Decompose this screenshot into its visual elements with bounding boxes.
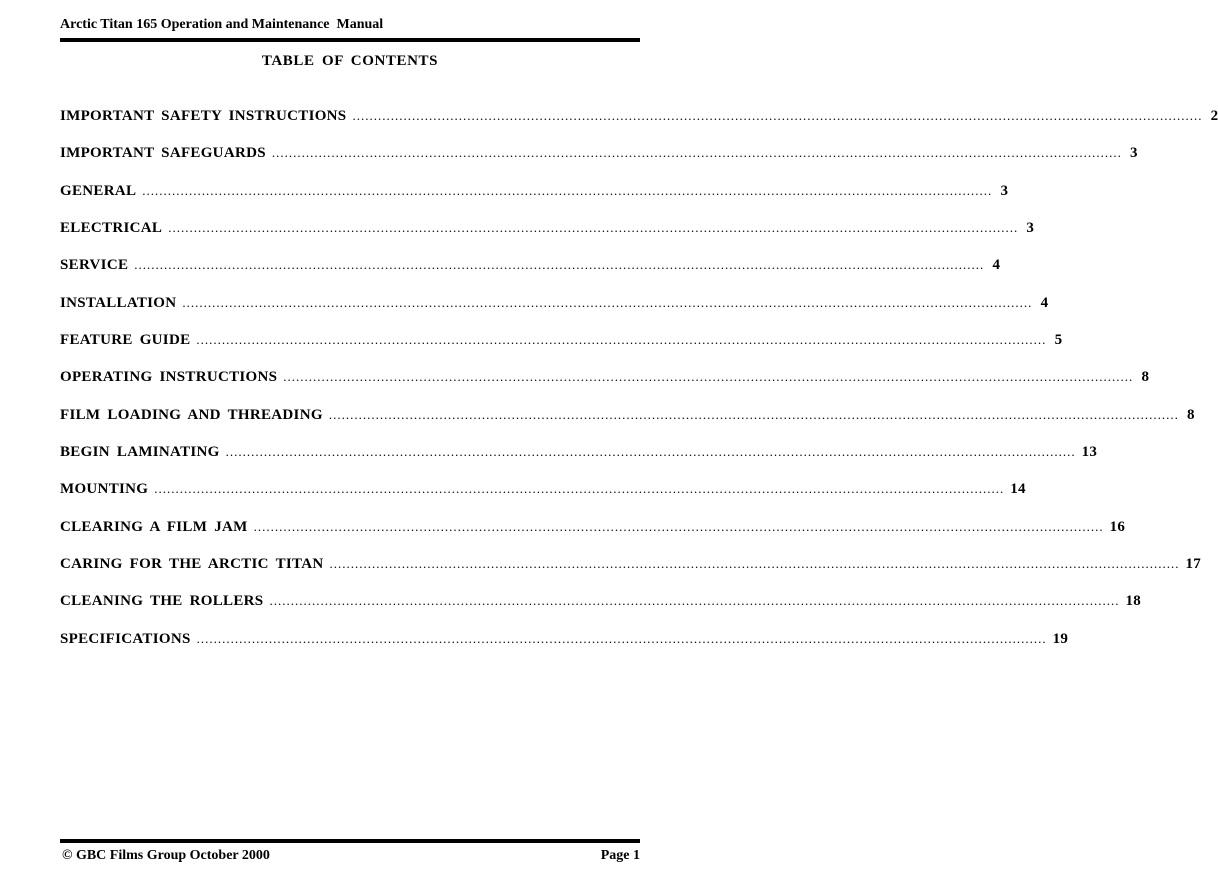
toc-entry-title: IMPORTANT SAFETY INSTRUCTIONS bbox=[60, 108, 347, 124]
toc-dot-leader: ........................................................................................................................................................................................................ bbox=[168, 220, 1019, 236]
toc-entry-page-number: 2 bbox=[1210, 108, 1218, 124]
toc-entry[interactable] bbox=[60, 182, 1009, 220]
toc-entry-page-number: 3 bbox=[1026, 220, 1035, 237]
toc-entry[interactable] bbox=[60, 406, 1195, 444]
toc-entry[interactable] bbox=[60, 556, 1202, 593]
toc-dot-leader: ........................................................................................................................................................................................................ bbox=[269, 593, 1120, 609]
toc-entry-page-number: 17 bbox=[1185, 556, 1202, 573]
footer-rule bbox=[60, 839, 640, 843]
header-rule bbox=[60, 38, 640, 42]
toc-dot-leader: ........................................................................................................................................................................................................ bbox=[271, 145, 1122, 161]
toc-entry-page-number: 19 bbox=[1052, 630, 1069, 647]
toc-entry-page-number: 3 bbox=[1130, 145, 1138, 162]
toc-entry-title: GENERAL bbox=[60, 182, 137, 199]
toc-entry-title: FILM LOADING AND THREADING bbox=[60, 406, 323, 423]
toc-entry-page-number: 4 bbox=[1040, 294, 1049, 311]
toc-dot-leader: ........................................................................................................................................................................................................ bbox=[196, 630, 1047, 646]
toc-entry[interactable] bbox=[60, 630, 1069, 668]
toc-entry[interactable] bbox=[60, 108, 1218, 145]
toc-entry-page-number: 18 bbox=[1125, 593, 1142, 610]
toc-dot-leader: ........................................................................................................................................................................................................ bbox=[352, 108, 1203, 123]
toc-entry-page-number: 14 bbox=[1010, 481, 1026, 498]
toc-entry-title: CARING FOR THE ARCTIC TITAN bbox=[60, 556, 324, 573]
toc-entry[interactable] bbox=[60, 593, 1142, 630]
toc-dot-leader: ........................................................................................................................................................................................................ bbox=[134, 257, 985, 273]
toc-entry-title: CLEANING THE ROLLERS bbox=[60, 593, 264, 610]
toc-entry[interactable] bbox=[60, 332, 1063, 369]
toc-entry-title: MOUNTING bbox=[60, 481, 149, 498]
toc-dot-leader: ........................................................................................................................................................................................................ bbox=[142, 182, 993, 198]
toc-entry-title: INSTALLATION bbox=[60, 294, 177, 311]
toc-entry-page-number: 16 bbox=[1109, 518, 1126, 535]
toc-entry-title: SERVICE bbox=[60, 257, 129, 274]
toc-entry-page-number: 5 bbox=[1054, 332, 1063, 349]
toc-entry-page-number: 13 bbox=[1081, 444, 1098, 461]
toc-dot-leader: ........................................................................................................................................................................................................ bbox=[329, 556, 1180, 572]
footer-copyright: © GBC Films Group October 2000 bbox=[62, 848, 270, 863]
toc-entry-page-number: 3 bbox=[1000, 182, 1009, 199]
toc-entry-title: OPERATING INSTRUCTIONS bbox=[60, 369, 278, 386]
toc-entry[interactable] bbox=[60, 145, 1138, 182]
toc-entry[interactable] bbox=[60, 444, 1098, 481]
toc-dot-leader: ........................................................................................................................................................................................................ bbox=[328, 406, 1179, 422]
toc-entry-title: IMPORTANT SAFEGUARDS bbox=[60, 145, 266, 162]
toc-heading: TABLE OF CONTENTS bbox=[261, 53, 439, 69]
toc-dot-leader: ........................................................................................................................................................................................................ bbox=[154, 481, 1005, 497]
toc-entry[interactable] bbox=[60, 518, 1126, 556]
toc-entry-title: ELECTRICAL bbox=[60, 220, 163, 237]
toc-dot-leader: ........................................................................................................................................................................................................ bbox=[225, 444, 1076, 460]
toc-entry-title: FEATURE GUIDE bbox=[60, 332, 191, 349]
toc-entry-title: CLEARING A FILM JAM bbox=[60, 518, 248, 535]
toc-entry-page-number: 8 bbox=[1141, 369, 1150, 386]
toc-dot-leader: ........................................................................................................................................................................................................ bbox=[283, 369, 1134, 385]
toc-entry[interactable] bbox=[60, 369, 1150, 406]
toc-list bbox=[60, 108, 1218, 668]
toc-dot-leader: ........................................................................................................................................................................................................ bbox=[182, 294, 1033, 310]
toc-entry[interactable] bbox=[60, 220, 1035, 257]
toc-dot-leader: ........................................................................................................................................................................................................ bbox=[253, 518, 1104, 534]
toc-entry-title: SPECIFICATIONS bbox=[60, 630, 191, 647]
toc-entry-title: BEGIN LAMINATING bbox=[60, 444, 220, 461]
toc-entry[interactable] bbox=[60, 257, 1001, 294]
toc-entry-page-number: 8 bbox=[1187, 406, 1195, 423]
toc-entry[interactable] bbox=[60, 481, 1026, 518]
toc-entry[interactable] bbox=[60, 294, 1049, 332]
footer-page-number: Page 1 bbox=[600, 848, 640, 863]
toc-entry-page-number: 4 bbox=[992, 257, 1001, 274]
document-header-title: Arctic Titan 165 Operation and Maintenance Manual bbox=[60, 17, 384, 32]
toc-dot-leader: ........................................................................................................................................................................................................ bbox=[196, 332, 1047, 348]
